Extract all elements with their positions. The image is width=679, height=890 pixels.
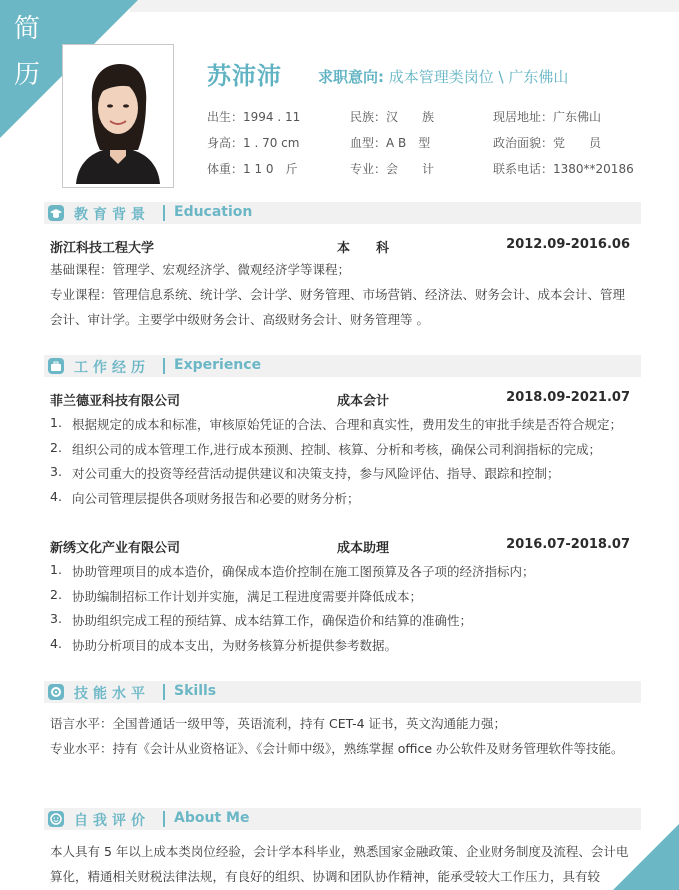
section-title-cn: 自我评价 xyxy=(74,813,150,829)
section-divider xyxy=(163,811,165,827)
list-item: 2. 组织公司的成本管理工作,进行成本预测、控制、核算、分析和考核，确保公司利润指标的完成； xyxy=(50,440,601,457)
top-border-line xyxy=(130,0,679,12)
corner-char-li: 历 xyxy=(14,60,41,90)
job-row-2 xyxy=(50,537,630,555)
job-intent-label: 求职意向: xyxy=(318,68,384,86)
corner-char-jian: 简 xyxy=(14,14,41,44)
job-period: 2018.09-2021.07 xyxy=(506,390,630,405)
job-row-1 xyxy=(50,390,630,408)
list-item: 4. 向公司管理层提供各项财务报告和必要的财务分析； xyxy=(50,489,360,506)
professional-skill: 专业水平：持有《会计从业资格证》、《会计师中级》，熟练掌握 office 办公软件及财务管理软件等技能。 xyxy=(50,741,624,756)
list-item: 2. 协助编制招标工作计划并实施，满足工程进度需要并降低成本； xyxy=(50,587,423,604)
degree: 本 科 xyxy=(337,241,390,256)
job-period: 2016.07-2018.07 xyxy=(506,537,630,552)
smiley-icon xyxy=(48,811,64,827)
education-period: 2012.09-2016.06 xyxy=(506,237,630,252)
section-divider xyxy=(163,684,165,700)
corner-label xyxy=(0,0,60,120)
info-ethnic: 民族：汉 族 xyxy=(350,110,435,124)
info-phone: 联系电话：1380**20186 xyxy=(493,162,634,176)
briefcase-icon xyxy=(48,358,64,374)
list-item: 4. 协助分析项目的成本支出，为财务核算分析提供参考数据。 xyxy=(50,636,398,653)
company-name: 新绣文化产业有限公司 xyxy=(50,541,181,556)
section-header-experience xyxy=(44,355,641,377)
list-item: 3. 协助组织完成工程的预结算、成本结算工作，确保造价和结算的准确性； xyxy=(50,611,473,628)
section-title-en: Education xyxy=(174,204,253,220)
section-divider xyxy=(163,205,165,221)
self-evaluation: 本人具有 5 年以上成本类岗位经验，会计学本科毕业，熟悉国家金融政策、企业财务制度及流程、会计电算化，精通相关财税法律法规，有良好的组织、协调和团队协作精神，能承受较大工作压力，具有较 xyxy=(50,844,629,884)
professional-courses: 专业课程：管理信息系统、统计学、会计学、财务管理、市场营销、经济法、财务会计、成本会计、管理会计、审计学。主要学中级财务会计、高级财务会计、财务管理等 。 xyxy=(50,287,626,327)
section-header-about xyxy=(44,808,641,830)
job-role: 成本助理 xyxy=(337,541,390,556)
info-height: 身高：1 . 70 cm xyxy=(207,136,300,150)
section-title-en: Skills xyxy=(174,683,217,699)
info-politics: 政治面貌：党 员 xyxy=(493,136,602,150)
info-blood: 血型：A B 型 xyxy=(350,136,431,150)
education-row xyxy=(50,237,630,255)
section-title-en: Experience xyxy=(174,357,262,373)
info-major: 专业：会 计 xyxy=(350,162,435,176)
company-name: 菲兰德亚科技有限公司 xyxy=(50,394,181,409)
profile-photo xyxy=(66,48,170,184)
language-skill: 语言水平：全国普通话一级甲等，英语流利，持有 CET-4 证书，英文沟通能力强； xyxy=(50,716,507,731)
section-title-cn: 技能水平 xyxy=(74,686,150,702)
profile-photo-frame xyxy=(62,44,174,188)
list-item: 3. 对公司重大的投资等经营活动提供建议和决策支持，参与风险评估、指导、跟踪和控制； xyxy=(50,464,560,481)
basic-courses: 基础课程：管理学、宏观经济学、微观经济学等课程； xyxy=(50,262,351,277)
job-role: 成本会计 xyxy=(337,394,390,409)
section-title-cn: 工作经历 xyxy=(74,360,150,376)
info-weight: 体重：1 1 0 斤 xyxy=(207,162,298,176)
section-header-skills xyxy=(44,681,641,703)
section-title-cn: 教育背景 xyxy=(74,207,150,223)
job-intent-value: 成本管理类岗位 \ 广东佛山 xyxy=(388,68,569,86)
school-name: 浙江科技工程大学 xyxy=(50,241,155,256)
job-intent xyxy=(318,66,568,87)
gear-icon xyxy=(48,684,64,700)
list-item: 1. 根据规定的成本和标准，审核原始凭证的合法、合理和真实性，费用发生的审批手续是否符合规定； xyxy=(50,415,623,432)
section-divider xyxy=(163,358,165,374)
info-residence: 现居地址：广东佛山 xyxy=(493,110,602,124)
graduation-cap-icon xyxy=(48,205,64,221)
section-title-en: About Me xyxy=(174,810,250,826)
section-header-education xyxy=(44,202,641,224)
candidate-name: 苏沛沛 xyxy=(207,62,282,90)
list-item: 1. 协助管理项目的成本造价，确保成本造价控制在施工图预算及各子项的经济指标内； xyxy=(50,562,535,579)
info-birth: 出生：1994 . 11 xyxy=(207,110,301,124)
